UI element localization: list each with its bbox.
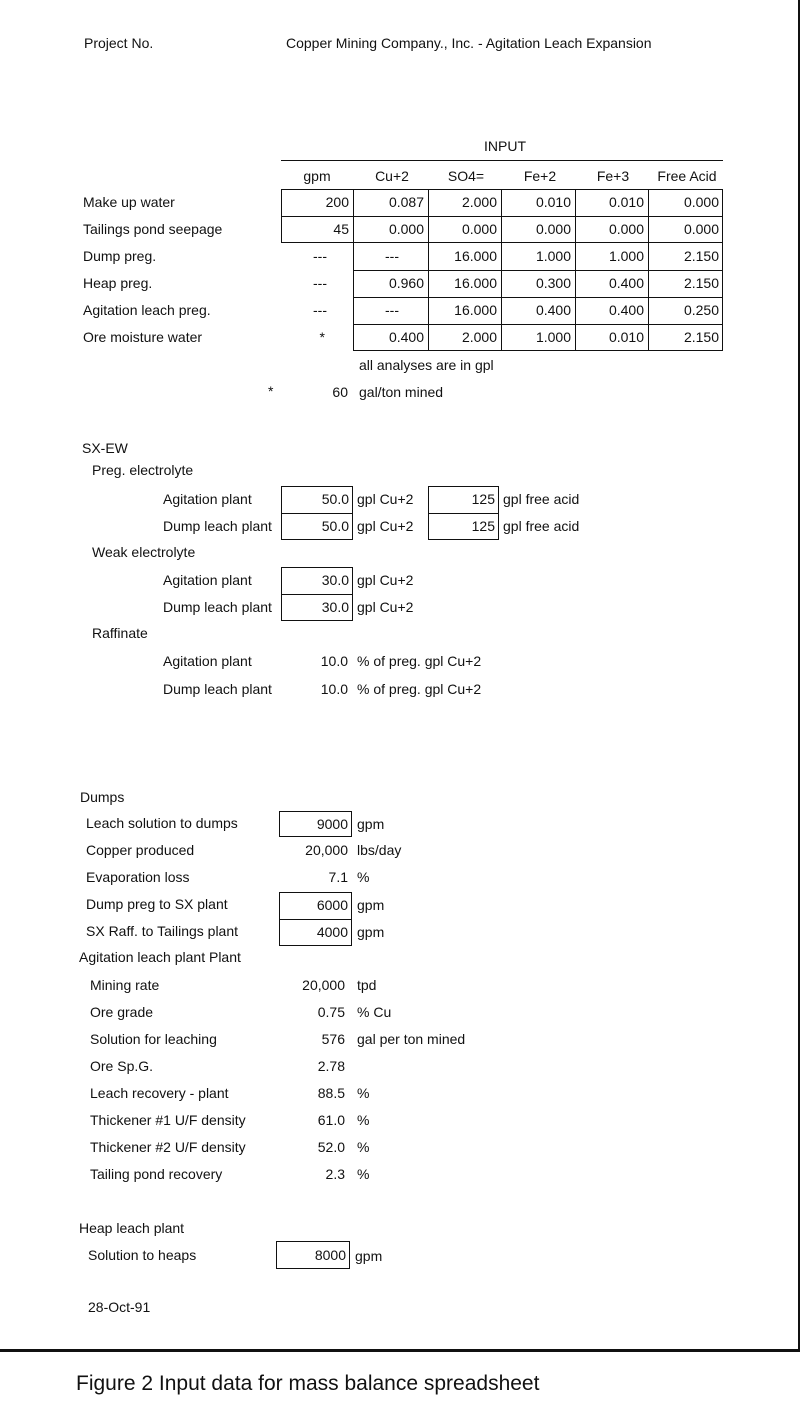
- col-header-free-acid: Free Acid: [657, 168, 717, 184]
- agitation-row-unit: gal per ton mined: [357, 1031, 466, 1047]
- agitation-row-label: Solution for leaching: [90, 1031, 217, 1047]
- agitation-row-unit: %: [357, 1112, 370, 1128]
- agitation-row-label: Thickener #2 U/F density: [90, 1139, 246, 1155]
- agitation-title: Agitation leach plant Plant: [79, 949, 241, 965]
- table-cell: 0.960: [388, 275, 424, 291]
- document-date: 28-Oct-91: [88, 1299, 151, 1315]
- table-cell: 0.300: [535, 275, 571, 291]
- table-cell: 200: [325, 194, 349, 210]
- table-cell: 0.400: [535, 302, 571, 318]
- footnote-star: *: [268, 383, 274, 399]
- table-cell: 0.010: [608, 194, 644, 210]
- footnote-unit: gal/ton mined: [359, 384, 444, 400]
- col-header-so4: SO4=: [447, 168, 485, 184]
- preg-agitation-cu-unit: gpl Cu+2: [357, 491, 414, 507]
- input-group-header: INPUT: [484, 138, 526, 154]
- row-label-agitation-preg: Agitation leach preg.: [83, 302, 211, 318]
- dumps-leach-label: Leach solution to dumps: [86, 815, 238, 831]
- weak-dump-label: Dump leach plant: [163, 599, 272, 615]
- agitation-row-label: Ore grade: [90, 1004, 154, 1020]
- table-cell: ---: [313, 302, 327, 318]
- dumps-raff-value: 4000: [316, 924, 348, 940]
- page-title: Copper Mining Company., Inc. - Agitation Leach Expansion: [286, 35, 652, 51]
- preg-agitation-acid-unit: gpl free acid: [503, 491, 580, 507]
- col-header-cu: Cu+2: [375, 168, 409, 184]
- agitation-row-unit: %: [357, 1166, 370, 1182]
- table-cell: 0.400: [608, 302, 644, 318]
- weak-dump-cu: 30.0: [321, 599, 349, 615]
- figure-caption: Figure 2 Input data for mass balance spreadsheet: [76, 1372, 540, 1395]
- dumps-copper-unit: lbs/day: [357, 842, 402, 858]
- weak-agitation-cu-unit: gpl Cu+2: [357, 572, 414, 588]
- agitation-row-label: Ore Sp.G.: [90, 1058, 154, 1074]
- preg-agitation-label: Agitation plant: [163, 491, 252, 507]
- agitation-row-value: 576: [321, 1031, 345, 1047]
- weak-electrolyte-title: Weak electrolyte: [92, 544, 196, 560]
- agitation-row-label: Tailing pond recovery: [90, 1166, 223, 1182]
- agitation-row-unit: %: [357, 1085, 370, 1101]
- preg-dump-acid: 125: [471, 518, 495, 534]
- table-cell: 2.000: [461, 194, 497, 210]
- agitation-row-label: Mining rate: [90, 977, 160, 993]
- table-cell: ---: [313, 248, 327, 264]
- row-label-tailings-seepage: Tailings pond seepage: [83, 221, 223, 237]
- col-header-gpm: gpm: [303, 168, 331, 184]
- preg-dump-label: Dump leach plant: [163, 518, 272, 534]
- agitation-row-value: 88.5: [317, 1085, 345, 1101]
- table-cell: 16.000: [454, 302, 497, 318]
- table-cell: 0.000: [461, 221, 497, 237]
- agitation-row-value: 2.78: [317, 1058, 345, 1074]
- table-cell: 0.000: [388, 221, 424, 237]
- agitation-row-label: Leach recovery - plant: [90, 1085, 229, 1101]
- table-cell: 1.000: [535, 248, 571, 264]
- raff-agitation-unit: % of preg. gpl Cu+2: [357, 653, 482, 669]
- table-cell: ---: [385, 248, 399, 264]
- table-cell: 0.250: [683, 302, 719, 318]
- raff-dump-unit: % of preg. gpl Cu+2: [357, 681, 482, 697]
- table-cell: 2.000: [461, 329, 497, 345]
- weak-dump-cu-unit: gpl Cu+2: [357, 599, 414, 615]
- agitation-row-unit: tpd: [357, 977, 377, 993]
- preg-dump-acid-unit: gpl free acid: [503, 518, 580, 534]
- raffinate-title: Raffinate: [92, 625, 148, 641]
- table-cell: 16.000: [454, 248, 497, 264]
- analyses-note: all analyses are in gpl: [359, 357, 494, 373]
- raff-agitation-value: 10.0: [320, 653, 348, 669]
- col-header-fe2: Fe+2: [523, 168, 557, 184]
- sxew-title: SX-EW: [82, 440, 128, 456]
- dumps-evap-unit: %: [357, 869, 370, 885]
- weak-agitation-cu: 30.0: [321, 572, 349, 588]
- col-header-fe3: Fe+3: [596, 168, 630, 184]
- dumps-leach-value: 9000: [316, 816, 348, 832]
- table-cell: 0.010: [608, 329, 644, 345]
- dumps-copper-label: Copper produced: [86, 842, 195, 858]
- agitation-row-label: Thickener #1 U/F density: [90, 1112, 246, 1128]
- input-header-rule: [281, 160, 723, 161]
- table-cell: 0.400: [608, 275, 644, 291]
- preg-electrolyte-title: Preg. electrolyte: [92, 462, 194, 478]
- row-label-heap-preg: Heap preg.: [83, 275, 153, 291]
- heap-unit: gpm: [355, 1248, 383, 1264]
- table-cell: 0.400: [388, 329, 424, 345]
- table-cell: 16.000: [454, 275, 497, 291]
- preg-agitation-acid: 125: [471, 491, 495, 507]
- table-cell: 2.150: [683, 329, 719, 345]
- preg-agitation-cu: 50.0: [321, 491, 349, 507]
- heap-label: Solution to heaps: [88, 1247, 197, 1263]
- agitation-row-unit: % Cu: [357, 1004, 392, 1020]
- heap-title: Heap leach plant: [79, 1220, 185, 1236]
- table-cell: 0.000: [683, 194, 719, 210]
- agitation-row-value: 0.75: [317, 1004, 345, 1020]
- dumps-preg-value: 6000: [316, 897, 348, 913]
- dumps-preg-unit: gpm: [357, 897, 385, 913]
- dumps-evap-value: 7.1: [328, 869, 348, 885]
- dumps-title: Dumps: [80, 789, 125, 805]
- dumps-raff-unit: gpm: [357, 924, 385, 940]
- row-label-dump-preg: Dump preg.: [83, 248, 157, 264]
- raff-agitation-label: Agitation plant: [163, 653, 252, 669]
- table-cell: 1.000: [535, 329, 571, 345]
- preg-dump-cu-unit: gpl Cu+2: [357, 518, 414, 534]
- agitation-row-value: 2.3: [325, 1166, 345, 1182]
- agitation-row-value: 61.0: [317, 1112, 345, 1128]
- preg-dump-cu: 50.0: [321, 518, 349, 534]
- footnote-value: 60: [332, 384, 348, 400]
- table-cell: 0.087: [388, 194, 424, 210]
- agitation-row-value: 52.0: [317, 1139, 345, 1155]
- project-label: Project No.: [84, 35, 154, 51]
- table-cell: 0.010: [535, 194, 571, 210]
- table-cell: 2.150: [683, 275, 719, 291]
- raff-dump-label: Dump leach plant: [163, 681, 272, 697]
- table-cell: ---: [313, 275, 327, 291]
- dumps-leach-unit: gpm: [357, 816, 385, 832]
- table-cell: 0.000: [683, 221, 719, 237]
- table-cell: ---: [385, 302, 399, 318]
- weak-agitation-label: Agitation plant: [163, 572, 252, 588]
- table-cell: 0.000: [608, 221, 644, 237]
- table-cell: 2.150: [683, 248, 719, 264]
- table-cell: *: [319, 329, 325, 345]
- dumps-copper-value: 20,000: [305, 842, 348, 858]
- dumps-evap-label: Evaporation loss: [86, 869, 190, 885]
- table-cell: 1.000: [608, 248, 644, 264]
- row-label-ore-moisture: Ore moisture water: [83, 329, 203, 345]
- agitation-row-unit: %: [357, 1139, 370, 1155]
- table-cell: 0.000: [535, 221, 571, 237]
- agitation-row-value: 20,000: [302, 977, 345, 993]
- dumps-preg-label: Dump preg to SX plant: [86, 896, 228, 912]
- table-cell: 45: [333, 221, 349, 237]
- row-label-make-up-water: Make up water: [83, 194, 175, 210]
- heap-value: 8000: [314, 1247, 346, 1263]
- raff-dump-value: 10.0: [320, 681, 348, 697]
- dumps-raff-label: SX Raff. to Tailings plant: [86, 923, 239, 939]
